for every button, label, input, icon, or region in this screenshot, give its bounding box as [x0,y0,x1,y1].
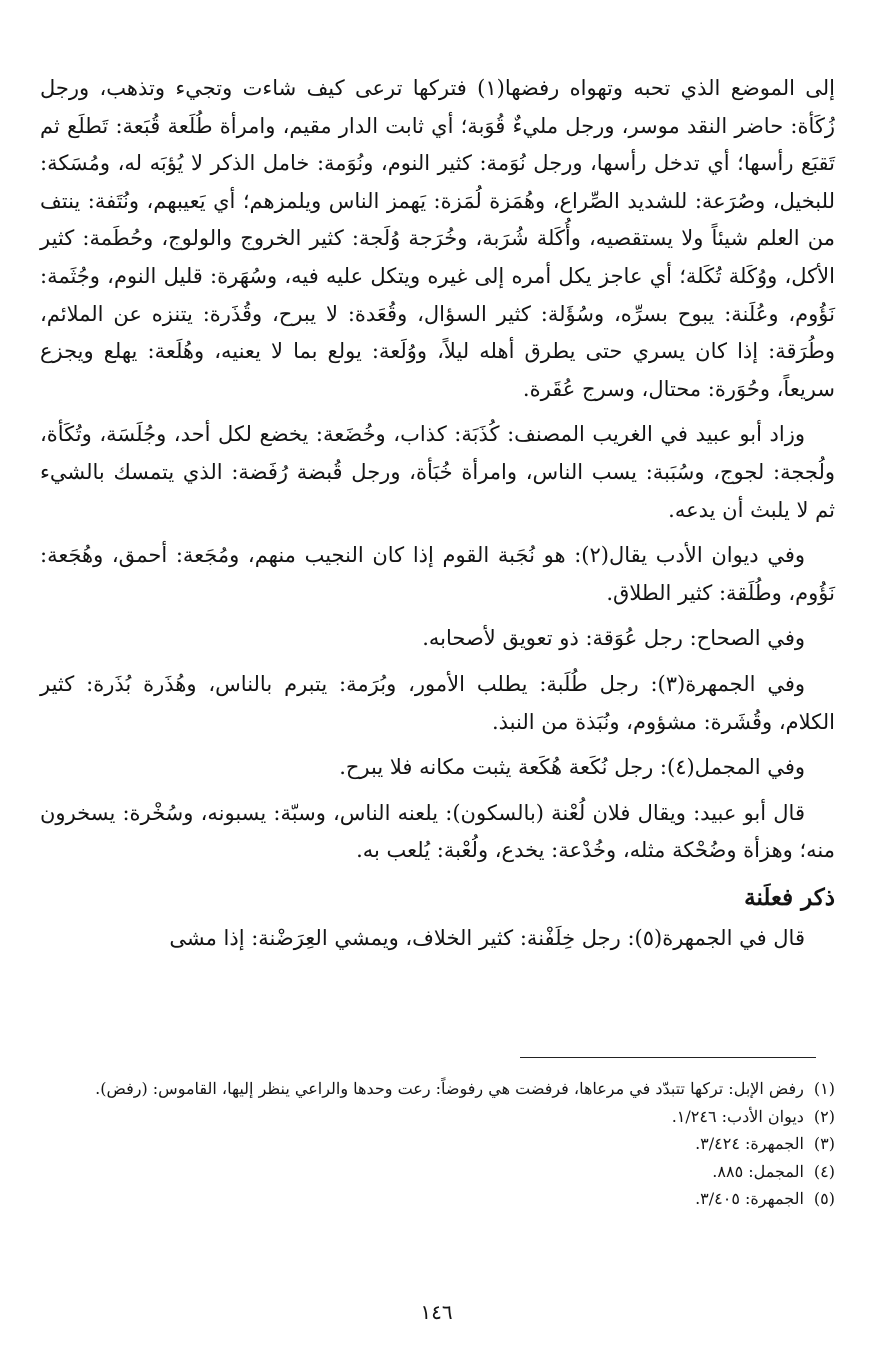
paragraph-5: وفي الجمهرة(٣): رجل طُلَبة: يطلب الأمور، وبُرَمة: يتبرم بالناس، وهُذَرة بُذَرة: كثير الكلام، وقُشَرة: مشؤوم، ونُبَذة من النبذ. [40,671,835,734]
main-text [40,70,835,958]
footnote-number: (٥) [813,1189,835,1208]
footnote-number: (١) [813,1079,835,1098]
footnote-text: ديوان الأدب: ١/٢٤٦. [671,1106,804,1126]
footnote-text: الجمهرة: ٣/٤٢٤. [695,1134,804,1153]
footnote-3 [40,1130,835,1158]
footnote-divider [520,1057,816,1058]
paragraph-4: وفي الصحاح: رجل عُوَقة: ذو تعويق لأصحابه. [422,626,805,651]
footnote-number: (٣) [813,1134,835,1153]
section-heading: ذكر فعلَنة [744,883,835,911]
paragraph-2: وزاد أبو عبيد في الغريب المصنف: كُذَبَة: كذاب، وخُضَعة: يخضع لكل أحد، وجُلَسَة، وتُكَأة، ولُججة: لجوج، وسُبَبة: يسب الناس، وامرأة خُبَأة، ورجل قُبضة رُفَضة: الذي يتمسك بالشيء ثم لا يلبث أن يدعه. [40,422,835,522]
paragraph-1: إلى الموضع الذي تحبه وتهواه رفضها(١) فتركها ترعى كيف شاءت وتجيء وتذهب، ورجل زُكَأة: حاضر النقد موسر، ورجل مليءٌ قُوَبة؛ أي ثابت الدار مقيم، وامرأة طُلَعة قُبَعة: تَطلَع ثم تَقبَع رأسها؛ أي تدخل رأسها، ورجل نُوَمة: كثير النوم، ونُوَمة: خامل الذكر لا يُؤبَه له، ومُسَكة: للبخيل، وصُرَعة: للشديد الصِّراع، وهُمَزة لُمَزة: يَهمز الناس ويلمزهم؛ أي يَعيبهم، ونُتَفة: ينتف من العلم شيئاً ولا يستقصيه، وأُكَلة شُرَبة، وخُرَجة وُلَجة: كثير الخروج والولوج، وحُطَمة: كثير الأكل، ووُكَلة تُكَلة؛ أي عاجز يكل أمره إلى غيره ويتكل عليه فيه، وسُهَرة: قليل النوم، وجُثَمة: نَؤُوم، وعُلَنة: يبوح بسرِّه، وسُؤَلة: كثير السؤال، وقُعَدة: لا يبرح، وقُذَرة: يتنزه عن الملائم، وطُرَقة: إذا كان يسري حتى يطرق أهله ليلاً، ووُلَعة: يولع بما لا يعنيه، وهُلَعة: يهلع ويجزع سريعاً، وحُوَرة: محتال، وسرج عُقَرة. [40,76,836,401]
footnote-4 [40,1158,835,1186]
footnote-text: المجمل: ٨٨٥. [712,1161,804,1181]
footnote-text: رفض الإبل: تركها تتبدّد في مرعاها، فرفضت هي رفوضاً: رعت وحدها والراعي ينظر إليها، القاموس: (رفض). [95,1079,804,1098]
footnote-1 [40,1075,835,1103]
paragraph-3: وفي ديوان الأدب يقال(٢): هو نُجَبة القوم إذا كان النجيب منهم، ومُجَعة: أحمق، وهُجَعة: نَؤُوم، وطُلَقة: كثير الطلاق. [40,543,835,605]
footnote-number: (٢) [813,1106,835,1126]
paragraph-6: وفي المجمل(٤): رجل نُكَعة هُكَعة يثبت مكانه فلا يبرح. [339,755,805,780]
paragraph-8: قال في الجمهرة(٥): رجل خِلَفْنة: كثير الخلاف، ويمشي العِرَضْنة: إذا مشى [169,926,805,951]
paragraph-7: قال أبو عبيد: ويقال فلان لُعْنة (بالسكون): يلعنه الناس، وسبّة: يسبونه، وسُخْرة: يسخرون منه؛ وهزأة وضُحْكة مثله، وخُدْعة: يخدع، ولُعْبة: يُلعب به. [40,800,835,863]
footnotes [40,1075,835,1213]
footnote-2 [40,1103,835,1131]
footnote-number: (٤) [813,1161,835,1181]
page-number: ١٤٦ [420,1300,453,1324]
footnote-5 [40,1185,835,1213]
footnote-text: الجمهرة: ٣/٤٠٥. [695,1189,804,1208]
